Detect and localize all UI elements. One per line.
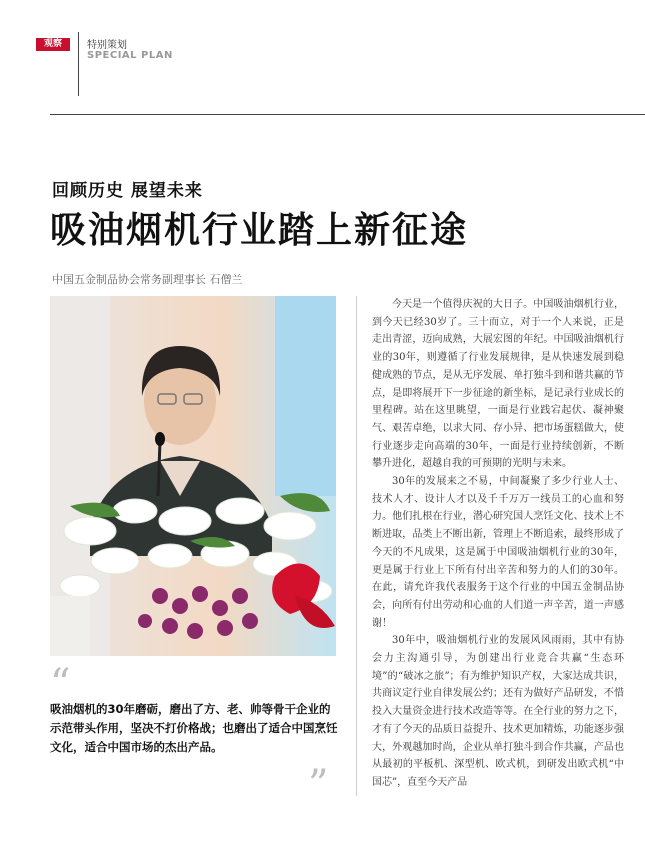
section-title-en: SPECIAL PLAN <box>87 50 173 61</box>
article-kicker: 回顾历史 展望未来 <box>52 181 203 201</box>
article-body <box>372 296 624 798</box>
quote-open-icon: “ <box>50 661 71 707</box>
article-byline: 中国五金制品协会常务副理事长 石僧兰 <box>52 273 243 286</box>
header-divider <box>78 32 79 96</box>
section-tag: 观察 <box>36 38 70 51</box>
column-divider <box>356 296 357 796</box>
article-headline: 吸油烟机行业踏上新征途 <box>50 209 469 251</box>
speaker-photo <box>50 296 336 656</box>
body-paragraph-1: 今天是一个值得庆祝的大日子。中国吸油烟机行业，到今天已经30岁了。三十而立，对于一个人来说，正是走出青涩，迈向成熟，大展宏图的年纪。中国吸油烟机行业的30年，则遵循了行业发展规律，是从快速发展到稳健成熟的节点，是从无序发展、单打独斗到和谐共赢的节点，是即将展开下一步征途的新坐标，是记录行业成长的里程碑。站在这里眺望，一面是行业践宕起伏、凝神聚气、艰苦卓绝，以求大同、存小异、把市场蛋糕做大，使行业逐步走向高端的30年，一面是行业持续创新，不断攀升进化，超越自我的可预期的光明与未来。 <box>372 299 624 470</box>
section-title-cn: 特别策划 <box>87 40 127 51</box>
quote-close-icon: ” <box>308 762 329 808</box>
pull-quote: 吸油烟机的30年磨砺，磨出了方、老、帅等骨干企业的示范带头作用，坚决不打价格战；也磨出了适合中国烹饪文化，适合中国市场的杰出产品。 <box>50 702 338 754</box>
body-paragraph-2: 30年的发展来之不易，中间凝聚了多少行业人士、技术人才、设计人才以及千千万万一线员工的心血和努力。他们扎根在行业，潜心研究国人烹饪文化、技术上不断进取，品类上不断出新，管理上不断追索，最终形成了今天的不凡成果，这是属于中国吸油烟机行业的30年，更是属于行业上下所有付出辛苦和努力的人们的30年。在此，请允许我代表服务于这个行业的中国五金制品协会，向所有付出劳动和心血的人们道一声辛苦，道一声感谢！ <box>372 476 624 629</box>
header-rule <box>50 114 645 115</box>
body-paragraph-3: 30年中，吸油烟机行业的发展风风雨雨，其中有协会力主沟通引导，为创建出行业竞合共赢“生态环境”的“破冰之旅”；有为维护知识产权，大家达成共识，共商议定行业自律发展公约；还有为做好产品研发，不惜投入大量资金进行技术改造等等。在全行业的努力之下，才有了今天的品质日益提升、技术更加精炼，功能逐步强大，外观越加时尚，企业从单打独斗到合作共赢，产品也从最初的平板机、深型机、欧式机，到研发出欧式机“中国芯”，直至今天产品 <box>372 635 624 788</box>
